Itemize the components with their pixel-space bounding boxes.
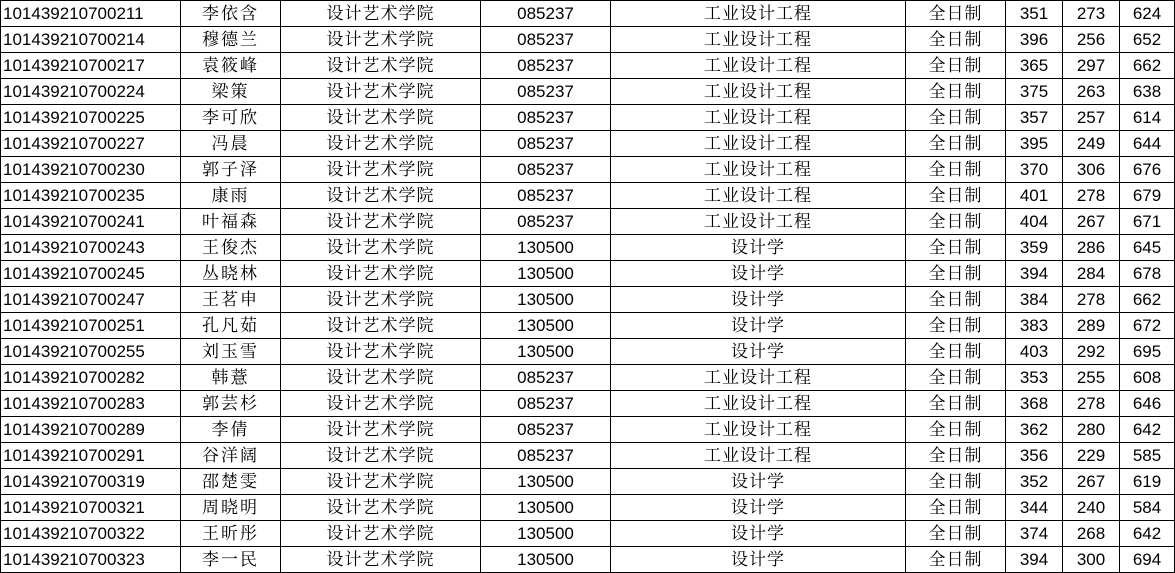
cell-name: 谷洋阔 [181, 443, 281, 469]
cell-candidate-id: 101439210700227 [1, 131, 181, 157]
table-row [1, 391, 1175, 417]
cell-major-code: 085237 [481, 105, 611, 131]
cell-college: 设计艺术学院 [281, 417, 481, 443]
cell-score-1: 395 [1006, 131, 1063, 157]
table-row [1, 469, 1175, 495]
cell-major-code: 130500 [481, 235, 611, 261]
table-row [1, 547, 1175, 573]
cell-candidate-id: 101439210700243 [1, 235, 181, 261]
cell-college: 设计艺术学院 [281, 547, 481, 573]
cell-name: 李倩 [181, 417, 281, 443]
cell-major-code: 130500 [481, 495, 611, 521]
cell-name: 孔凡茹 [181, 313, 281, 339]
cell-score-total: 638 [1120, 79, 1175, 105]
cell-study-type: 全日制 [906, 27, 1006, 53]
cell-candidate-id: 101439210700321 [1, 495, 181, 521]
cell-college: 设计艺术学院 [281, 183, 481, 209]
cell-college: 设计艺术学院 [281, 209, 481, 235]
cell-score-2: 278 [1063, 287, 1120, 313]
cell-name: 叶福森 [181, 209, 281, 235]
cell-major-code: 085237 [481, 53, 611, 79]
cell-candidate-id: 101439210700224 [1, 79, 181, 105]
cell-candidate-id: 101439210700225 [1, 105, 181, 131]
cell-study-type: 全日制 [906, 79, 1006, 105]
cell-score-2: 273 [1063, 1, 1120, 27]
cell-major-name: 设计学 [611, 547, 906, 573]
cell-study-type: 全日制 [906, 53, 1006, 79]
cell-candidate-id: 101439210700322 [1, 521, 181, 547]
cell-major-name: 工业设计工程 [611, 53, 906, 79]
cell-major-code: 085237 [481, 365, 611, 391]
table-row [1, 443, 1175, 469]
cell-study-type: 全日制 [906, 469, 1006, 495]
cell-score-2: 280 [1063, 417, 1120, 443]
cell-major-name: 工业设计工程 [611, 131, 906, 157]
cell-college: 设计艺术学院 [281, 469, 481, 495]
cell-name: 冯晨 [181, 131, 281, 157]
cell-major-code: 085237 [481, 27, 611, 53]
cell-score-1: 344 [1006, 495, 1063, 521]
cell-score-2: 284 [1063, 261, 1120, 287]
cell-score-2: 256 [1063, 27, 1120, 53]
table-row [1, 157, 1175, 183]
cell-college: 设计艺术学院 [281, 235, 481, 261]
cell-score-total: 644 [1120, 131, 1175, 157]
cell-name: 丛晓林 [181, 261, 281, 287]
cell-score-total: 679 [1120, 183, 1175, 209]
cell-candidate-id: 101439210700235 [1, 183, 181, 209]
cell-score-total: 642 [1120, 417, 1175, 443]
table-row [1, 105, 1175, 131]
table-row [1, 495, 1175, 521]
table-row [1, 521, 1175, 547]
table-row [1, 261, 1175, 287]
cell-major-name: 工业设计工程 [611, 157, 906, 183]
cell-score-1: 404 [1006, 209, 1063, 235]
cell-college: 设计艺术学院 [281, 157, 481, 183]
cell-major-code: 085237 [481, 209, 611, 235]
cell-score-total: 608 [1120, 365, 1175, 391]
cell-score-1: 384 [1006, 287, 1063, 313]
cell-name: 刘玉雪 [181, 339, 281, 365]
cell-score-total: 584 [1120, 495, 1175, 521]
cell-score-2: 300 [1063, 547, 1120, 573]
cell-candidate-id: 101439210700241 [1, 209, 181, 235]
cell-major-name: 设计学 [611, 339, 906, 365]
table-row [1, 339, 1175, 365]
cell-study-type: 全日制 [906, 209, 1006, 235]
cell-major-code: 130500 [481, 547, 611, 573]
cell-major-name: 设计学 [611, 495, 906, 521]
cell-major-code: 130500 [481, 339, 611, 365]
cell-score-total: 695 [1120, 339, 1175, 365]
cell-major-name: 工业设计工程 [611, 79, 906, 105]
cell-college: 设计艺术学院 [281, 131, 481, 157]
cell-major-code: 130500 [481, 287, 611, 313]
cell-study-type: 全日制 [906, 339, 1006, 365]
cell-score-1: 368 [1006, 391, 1063, 417]
cell-major-name: 工业设计工程 [611, 365, 906, 391]
cell-score-1: 353 [1006, 365, 1063, 391]
cell-candidate-id: 101439210700282 [1, 365, 181, 391]
cell-score-total: 585 [1120, 443, 1175, 469]
cell-score-total: 614 [1120, 105, 1175, 131]
cell-study-type: 全日制 [906, 495, 1006, 521]
cell-score-2: 278 [1063, 183, 1120, 209]
cell-study-type: 全日制 [906, 157, 1006, 183]
cell-score-total: 652 [1120, 27, 1175, 53]
cell-score-2: 240 [1063, 495, 1120, 521]
cell-score-1: 359 [1006, 235, 1063, 261]
cell-score-2: 306 [1063, 157, 1120, 183]
cell-candidate-id: 101439210700247 [1, 287, 181, 313]
cell-score-1: 394 [1006, 547, 1063, 573]
cell-major-code: 085237 [481, 443, 611, 469]
cell-score-1: 375 [1006, 79, 1063, 105]
cell-college: 设计艺术学院 [281, 287, 481, 313]
cell-college: 设计艺术学院 [281, 53, 481, 79]
cell-major-name: 工业设计工程 [611, 209, 906, 235]
cell-candidate-id: 101439210700255 [1, 339, 181, 365]
cell-name: 周晓明 [181, 495, 281, 521]
cell-name: 梁策 [181, 79, 281, 105]
cell-score-1: 374 [1006, 521, 1063, 547]
cell-score-2: 257 [1063, 105, 1120, 131]
cell-score-2: 255 [1063, 365, 1120, 391]
cell-study-type: 全日制 [906, 183, 1006, 209]
cell-candidate-id: 101439210700251 [1, 313, 181, 339]
cell-college: 设计艺术学院 [281, 27, 481, 53]
cell-college: 设计艺术学院 [281, 339, 481, 365]
cell-score-1: 351 [1006, 1, 1063, 27]
table-row [1, 235, 1175, 261]
cell-study-type: 全日制 [906, 1, 1006, 27]
cell-score-total: 624 [1120, 1, 1175, 27]
cell-score-1: 352 [1006, 469, 1063, 495]
cell-major-name: 设计学 [611, 235, 906, 261]
cell-study-type: 全日制 [906, 235, 1006, 261]
cell-major-code: 130500 [481, 469, 611, 495]
cell-major-code: 085237 [481, 1, 611, 27]
cell-score-2: 268 [1063, 521, 1120, 547]
cell-score-total: 619 [1120, 469, 1175, 495]
cell-candidate-id: 101439210700291 [1, 443, 181, 469]
cell-score-total: 694 [1120, 547, 1175, 573]
cell-score-2: 229 [1063, 443, 1120, 469]
cell-major-code: 085237 [481, 157, 611, 183]
cell-score-2: 292 [1063, 339, 1120, 365]
cell-college: 设计艺术学院 [281, 365, 481, 391]
table-row [1, 287, 1175, 313]
cell-college: 设计艺术学院 [281, 391, 481, 417]
cell-major-name: 设计学 [611, 261, 906, 287]
cell-name: 郭子泽 [181, 157, 281, 183]
cell-study-type: 全日制 [906, 313, 1006, 339]
cell-major-name: 工业设计工程 [611, 27, 906, 53]
cell-score-2: 289 [1063, 313, 1120, 339]
cell-score-2: 278 [1063, 391, 1120, 417]
cell-score-2: 267 [1063, 469, 1120, 495]
cell-major-code: 130500 [481, 261, 611, 287]
cell-major-code: 130500 [481, 521, 611, 547]
cell-score-2: 263 [1063, 79, 1120, 105]
table-row [1, 131, 1175, 157]
cell-candidate-id: 101439210700245 [1, 261, 181, 287]
cell-score-total: 672 [1120, 313, 1175, 339]
cell-name: 李可欣 [181, 105, 281, 131]
cell-score-2: 286 [1063, 235, 1120, 261]
cell-score-total: 671 [1120, 209, 1175, 235]
cell-study-type: 全日制 [906, 287, 1006, 313]
cell-name: 邵楚雯 [181, 469, 281, 495]
cell-major-code: 085237 [481, 79, 611, 105]
cell-study-type: 全日制 [906, 261, 1006, 287]
cell-major-name: 工业设计工程 [611, 417, 906, 443]
cell-college: 设计艺术学院 [281, 261, 481, 287]
cell-study-type: 全日制 [906, 417, 1006, 443]
cell-study-type: 全日制 [906, 105, 1006, 131]
cell-college: 设计艺术学院 [281, 521, 481, 547]
cell-score-2: 249 [1063, 131, 1120, 157]
cell-candidate-id: 101439210700323 [1, 547, 181, 573]
cell-score-2: 267 [1063, 209, 1120, 235]
cell-major-name: 工业设计工程 [611, 1, 906, 27]
table-row [1, 313, 1175, 339]
cell-major-name: 工业设计工程 [611, 443, 906, 469]
cell-score-1: 403 [1006, 339, 1063, 365]
cell-college: 设计艺术学院 [281, 313, 481, 339]
cell-major-code: 130500 [481, 313, 611, 339]
cell-name: 王茗申 [181, 287, 281, 313]
cell-candidate-id: 101439210700319 [1, 469, 181, 495]
results-table-body [1, 1, 1175, 573]
table-row [1, 53, 1175, 79]
cell-name: 王昕彤 [181, 521, 281, 547]
table-row [1, 79, 1175, 105]
cell-name: 李依含 [181, 1, 281, 27]
cell-score-2: 297 [1063, 53, 1120, 79]
cell-major-code: 085237 [481, 417, 611, 443]
cell-candidate-id: 101439210700230 [1, 157, 181, 183]
cell-score-1: 370 [1006, 157, 1063, 183]
cell-score-total: 645 [1120, 235, 1175, 261]
table-row [1, 183, 1175, 209]
table-row [1, 209, 1175, 235]
cell-major-name: 工业设计工程 [611, 105, 906, 131]
cell-score-1: 362 [1006, 417, 1063, 443]
cell-candidate-id: 101439210700211 [1, 1, 181, 27]
cell-score-total: 662 [1120, 53, 1175, 79]
cell-score-1: 357 [1006, 105, 1063, 131]
cell-major-name: 设计学 [611, 521, 906, 547]
cell-score-1: 394 [1006, 261, 1063, 287]
cell-score-total: 676 [1120, 157, 1175, 183]
cell-major-name: 工业设计工程 [611, 391, 906, 417]
cell-score-1: 356 [1006, 443, 1063, 469]
cell-candidate-id: 101439210700289 [1, 417, 181, 443]
cell-name: 李一民 [181, 547, 281, 573]
cell-name: 袁筱峰 [181, 53, 281, 79]
cell-major-name: 工业设计工程 [611, 183, 906, 209]
cell-major-name: 设计学 [611, 287, 906, 313]
cell-major-code: 085237 [481, 391, 611, 417]
cell-score-total: 678 [1120, 261, 1175, 287]
cell-score-1: 383 [1006, 313, 1063, 339]
cell-name: 康雨 [181, 183, 281, 209]
table-row [1, 27, 1175, 53]
cell-candidate-id: 101439210700217 [1, 53, 181, 79]
cell-study-type: 全日制 [906, 365, 1006, 391]
cell-college: 设计艺术学院 [281, 1, 481, 27]
cell-study-type: 全日制 [906, 443, 1006, 469]
table-row [1, 365, 1175, 391]
cell-study-type: 全日制 [906, 391, 1006, 417]
cell-score-total: 662 [1120, 287, 1175, 313]
cell-candidate-id: 101439210700283 [1, 391, 181, 417]
cell-college: 设计艺术学院 [281, 495, 481, 521]
cell-college: 设计艺术学院 [281, 79, 481, 105]
cell-score-total: 646 [1120, 391, 1175, 417]
cell-score-1: 365 [1006, 53, 1063, 79]
cell-score-total: 642 [1120, 521, 1175, 547]
cell-candidate-id: 101439210700214 [1, 27, 181, 53]
cell-name: 郭芸杉 [181, 391, 281, 417]
cell-study-type: 全日制 [906, 547, 1006, 573]
cell-name: 韩薏 [181, 365, 281, 391]
cell-name: 穆德兰 [181, 27, 281, 53]
cell-score-1: 401 [1006, 183, 1063, 209]
cell-college: 设计艺术学院 [281, 443, 481, 469]
cell-study-type: 全日制 [906, 521, 1006, 547]
table-row [1, 417, 1175, 443]
cell-major-code: 085237 [481, 131, 611, 157]
cell-study-type: 全日制 [906, 131, 1006, 157]
cell-major-code: 085237 [481, 183, 611, 209]
table-row [1, 1, 1175, 27]
cell-name: 王俊杰 [181, 235, 281, 261]
cell-score-1: 396 [1006, 27, 1063, 53]
cell-college: 设计艺术学院 [281, 105, 481, 131]
cell-major-name: 设计学 [611, 469, 906, 495]
cell-major-name: 设计学 [611, 313, 906, 339]
